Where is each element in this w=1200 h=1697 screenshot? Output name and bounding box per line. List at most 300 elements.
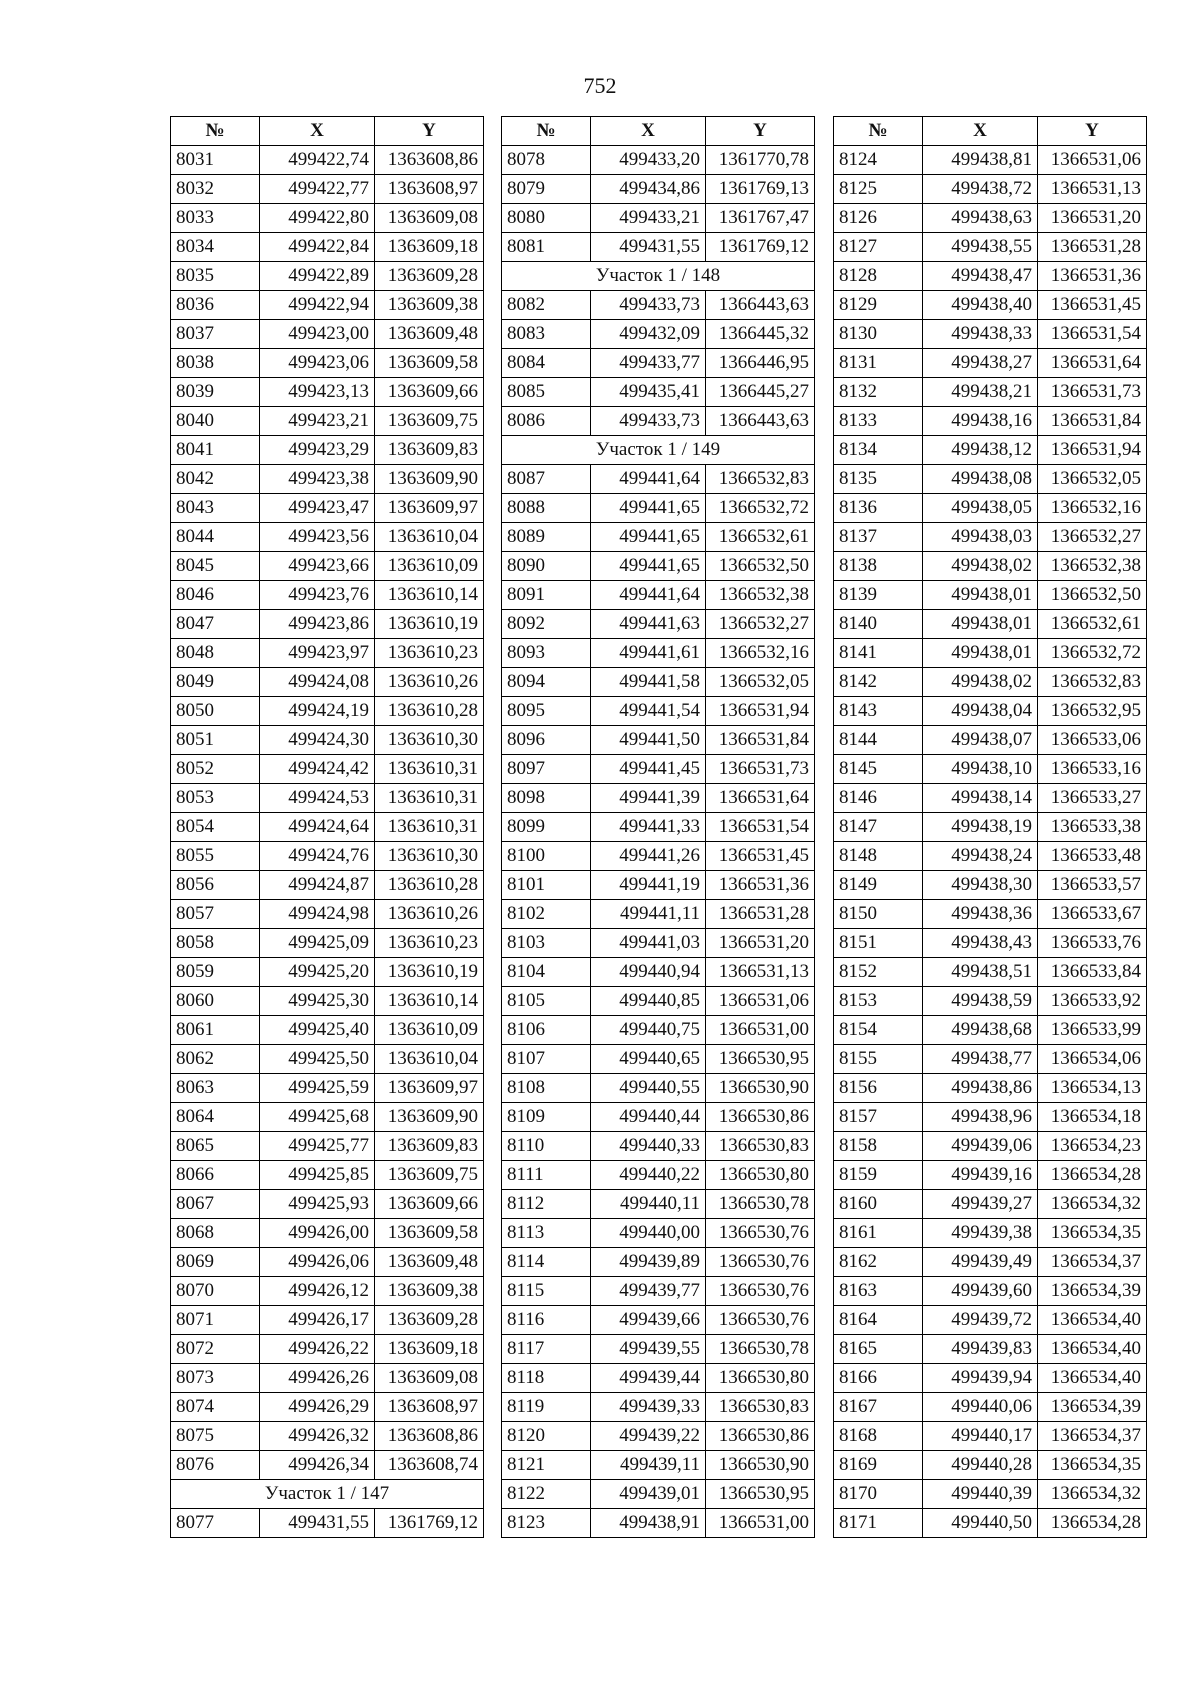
table-row: [834, 1277, 1147, 1306]
point-number-cell: 8162: [834, 1248, 923, 1277]
table-row: [502, 552, 815, 581]
table-row: [834, 755, 1147, 784]
table-row: [502, 204, 815, 233]
y-coordinate-cell: 1366532,50: [706, 552, 815, 581]
x-coordinate-cell: 499438,63: [923, 204, 1038, 233]
x-coordinate-cell: 499439,94: [923, 1364, 1038, 1393]
x-coordinate-cell: 499425,20: [260, 958, 375, 987]
y-coordinate-cell: 1366445,27: [706, 378, 815, 407]
x-coordinate-cell: 499441,61: [591, 639, 706, 668]
table-row: [502, 726, 815, 755]
y-coordinate-cell: 1366533,99: [1038, 1016, 1147, 1045]
header-y: Y: [375, 117, 484, 146]
table-row: [834, 146, 1147, 175]
table-header-row: [502, 117, 815, 146]
y-coordinate-cell: 1363610,31: [375, 813, 484, 842]
y-coordinate-cell: 1366531,73: [1038, 378, 1147, 407]
point-number-cell: 8094: [502, 668, 591, 697]
y-coordinate-cell: 1363609,66: [375, 1190, 484, 1219]
point-number-cell: 8043: [171, 494, 260, 523]
point-number-cell: 8131: [834, 349, 923, 378]
y-coordinate-cell: 1366531,00: [706, 1509, 815, 1538]
point-number-cell: 8082: [502, 291, 591, 320]
table-row: [502, 784, 815, 813]
x-coordinate-cell: 499423,13: [260, 378, 375, 407]
table-row: [502, 175, 815, 204]
table-row: [834, 349, 1147, 378]
y-coordinate-cell: 1366530,76: [706, 1219, 815, 1248]
y-coordinate-cell: 1363610,09: [375, 552, 484, 581]
table-row: [834, 204, 1147, 233]
section-label: Участок 1 / 148: [502, 262, 815, 291]
y-coordinate-cell: 1366530,83: [706, 1393, 815, 1422]
table-row: [502, 1190, 815, 1219]
y-coordinate-cell: 1366533,38: [1038, 813, 1147, 842]
x-coordinate-cell: 499440,50: [923, 1509, 1038, 1538]
y-coordinate-cell: 1366534,39: [1038, 1277, 1147, 1306]
x-coordinate-cell: 499423,76: [260, 581, 375, 610]
section-row: [171, 1480, 484, 1509]
point-number-cell: 8080: [502, 204, 591, 233]
x-coordinate-cell: 499424,42: [260, 755, 375, 784]
point-number-cell: 8033: [171, 204, 260, 233]
x-coordinate-cell: 499433,21: [591, 204, 706, 233]
table-row: [171, 1277, 484, 1306]
point-number-cell: 8163: [834, 1277, 923, 1306]
x-coordinate-cell: 499425,85: [260, 1161, 375, 1190]
point-number-cell: 8100: [502, 842, 591, 871]
table-row: [834, 436, 1147, 465]
point-number-cell: 8156: [834, 1074, 923, 1103]
y-coordinate-cell: 1361769,12: [375, 1509, 484, 1538]
y-coordinate-cell: 1366532,61: [1038, 610, 1147, 639]
table-row: [502, 958, 815, 987]
table-row: [171, 1306, 484, 1335]
table-row: [834, 552, 1147, 581]
table-row: [502, 813, 815, 842]
point-number-cell: 8085: [502, 378, 591, 407]
point-number-cell: 8058: [171, 929, 260, 958]
table-row: [502, 494, 815, 523]
x-coordinate-cell: 499423,86: [260, 610, 375, 639]
point-number-cell: 8101: [502, 871, 591, 900]
y-coordinate-cell: 1366530,86: [706, 1103, 815, 1132]
y-coordinate-cell: 1366534,35: [1038, 1219, 1147, 1248]
x-coordinate-cell: 499424,30: [260, 726, 375, 755]
y-coordinate-cell: 1363609,48: [375, 320, 484, 349]
y-coordinate-cell: 1366531,64: [706, 784, 815, 813]
table-row: [171, 262, 484, 291]
x-coordinate-cell: 499438,86: [923, 1074, 1038, 1103]
x-coordinate-cell: 499438,19: [923, 813, 1038, 842]
table-row: [834, 1190, 1147, 1219]
table-row: [171, 1190, 484, 1219]
x-coordinate-cell: 499425,40: [260, 1016, 375, 1045]
table-row: [502, 871, 815, 900]
point-number-cell: 8070: [171, 1277, 260, 1306]
x-coordinate-cell: 499440,39: [923, 1480, 1038, 1509]
y-coordinate-cell: 1363609,66: [375, 378, 484, 407]
header-number: №: [502, 117, 591, 146]
page-number: 752: [583, 73, 617, 98]
x-coordinate-cell: 499438,03: [923, 523, 1038, 552]
x-coordinate-cell: 499440,65: [591, 1045, 706, 1074]
table-row: [834, 1480, 1147, 1509]
y-coordinate-cell: 1363610,30: [375, 842, 484, 871]
point-number-cell: 8065: [171, 1132, 260, 1161]
x-coordinate-cell: 499424,53: [260, 784, 375, 813]
y-coordinate-cell: 1366533,92: [1038, 987, 1147, 1016]
table-row: [834, 494, 1147, 523]
x-coordinate-cell: 499425,93: [260, 1190, 375, 1219]
table-row: [502, 349, 815, 378]
table-row: [834, 1074, 1147, 1103]
table-row: [502, 1451, 815, 1480]
table-row: [834, 407, 1147, 436]
y-coordinate-cell: 1366530,90: [706, 1451, 815, 1480]
point-number-cell: 8166: [834, 1364, 923, 1393]
table-row: [834, 1132, 1147, 1161]
table-row: [171, 1509, 484, 1538]
table-header-row: [834, 117, 1147, 146]
x-coordinate-cell: 499438,77: [923, 1045, 1038, 1074]
y-coordinate-cell: 1363609,48: [375, 1248, 484, 1277]
point-number-cell: 8057: [171, 900, 260, 929]
x-coordinate-cell: 499441,03: [591, 929, 706, 958]
point-number-cell: 8114: [502, 1248, 591, 1277]
point-number-cell: 8097: [502, 755, 591, 784]
point-number-cell: 8160: [834, 1190, 923, 1219]
x-coordinate-cell: 499422,77: [260, 175, 375, 204]
y-coordinate-cell: 1366530,95: [706, 1045, 815, 1074]
y-coordinate-cell: 1366530,78: [706, 1335, 815, 1364]
table-row: [502, 755, 815, 784]
table-row: [502, 378, 815, 407]
y-coordinate-cell: 1366531,84: [706, 726, 815, 755]
point-number-cell: 8158: [834, 1132, 923, 1161]
point-number-cell: 8123: [502, 1509, 591, 1538]
point-number-cell: 8145: [834, 755, 923, 784]
table-row: [502, 1132, 815, 1161]
point-number-cell: 8086: [502, 407, 591, 436]
x-coordinate-cell: 499441,65: [591, 523, 706, 552]
section-label: Участок 1 / 149: [502, 436, 815, 465]
table-row: [834, 1451, 1147, 1480]
x-coordinate-cell: 499440,85: [591, 987, 706, 1016]
x-coordinate-cell: 499438,27: [923, 349, 1038, 378]
header-x: X: [260, 117, 375, 146]
y-coordinate-cell: 1366530,76: [706, 1248, 815, 1277]
point-number-cell: 8135: [834, 465, 923, 494]
y-coordinate-cell: 1366531,28: [706, 900, 815, 929]
x-coordinate-cell: 499424,76: [260, 842, 375, 871]
point-number-cell: 8148: [834, 842, 923, 871]
x-coordinate-cell: 499426,34: [260, 1451, 375, 1480]
point-number-cell: 8075: [171, 1422, 260, 1451]
x-coordinate-cell: 499439,06: [923, 1132, 1038, 1161]
table-row: [834, 233, 1147, 262]
y-coordinate-cell: 1363610,09: [375, 1016, 484, 1045]
y-coordinate-cell: 1366533,67: [1038, 900, 1147, 929]
x-coordinate-cell: 499440,28: [923, 1451, 1038, 1480]
point-number-cell: 8036: [171, 291, 260, 320]
y-coordinate-cell: 1366532,27: [1038, 523, 1147, 552]
x-coordinate-cell: 499438,36: [923, 900, 1038, 929]
x-coordinate-cell: 499423,38: [260, 465, 375, 494]
y-coordinate-cell: 1363609,83: [375, 1132, 484, 1161]
y-coordinate-cell: 1363610,28: [375, 697, 484, 726]
section-row: [502, 436, 815, 465]
point-number-cell: 8165: [834, 1335, 923, 1364]
y-coordinate-cell: 1366534,39: [1038, 1393, 1147, 1422]
table-row: [502, 1074, 815, 1103]
y-coordinate-cell: 1363608,86: [375, 146, 484, 175]
x-coordinate-cell: 499426,22: [260, 1335, 375, 1364]
section-label: Участок 1 / 147: [171, 1480, 484, 1509]
y-coordinate-cell: 1366531,28: [1038, 233, 1147, 262]
x-coordinate-cell: 499439,44: [591, 1364, 706, 1393]
y-coordinate-cell: 1363609,38: [375, 1277, 484, 1306]
x-coordinate-cell: 499438,21: [923, 378, 1038, 407]
x-coordinate-cell: 499439,60: [923, 1277, 1038, 1306]
table-row: [171, 726, 484, 755]
table-row: [171, 494, 484, 523]
y-coordinate-cell: 1363610,04: [375, 523, 484, 552]
point-number-cell: 8063: [171, 1074, 260, 1103]
y-coordinate-cell: 1366531,94: [1038, 436, 1147, 465]
x-coordinate-cell: 499439,72: [923, 1306, 1038, 1335]
y-coordinate-cell: 1366531,20: [706, 929, 815, 958]
table-row: [171, 146, 484, 175]
point-number-cell: 8044: [171, 523, 260, 552]
point-number-cell: 8081: [502, 233, 591, 262]
point-number-cell: 8039: [171, 378, 260, 407]
x-coordinate-cell: 499438,72: [923, 175, 1038, 204]
point-number-cell: 8157: [834, 1103, 923, 1132]
point-number-cell: 8152: [834, 958, 923, 987]
table-row: [171, 552, 484, 581]
point-number-cell: 8124: [834, 146, 923, 175]
table-row: [171, 1364, 484, 1393]
point-number-cell: 8159: [834, 1161, 923, 1190]
x-coordinate-cell: 499439,49: [923, 1248, 1038, 1277]
y-coordinate-cell: 1366530,80: [706, 1161, 815, 1190]
table-row: [834, 320, 1147, 349]
x-coordinate-cell: 499423,29: [260, 436, 375, 465]
y-coordinate-cell: 1363610,26: [375, 668, 484, 697]
x-coordinate-cell: 499438,91: [591, 1509, 706, 1538]
table-row: [502, 697, 815, 726]
y-coordinate-cell: 1366532,72: [1038, 639, 1147, 668]
point-number-cell: 8051: [171, 726, 260, 755]
table-row: [171, 958, 484, 987]
point-number-cell: 8054: [171, 813, 260, 842]
point-number-cell: 8103: [502, 929, 591, 958]
x-coordinate-cell: 499425,68: [260, 1103, 375, 1132]
point-number-cell: 8084: [502, 349, 591, 378]
y-coordinate-cell: 1366445,32: [706, 320, 815, 349]
x-coordinate-cell: 499440,22: [591, 1161, 706, 1190]
point-number-cell: 8035: [171, 262, 260, 291]
x-coordinate-cell: 499441,19: [591, 871, 706, 900]
table-row: [834, 842, 1147, 871]
point-number-cell: 8129: [834, 291, 923, 320]
y-coordinate-cell: 1366531,06: [706, 987, 815, 1016]
table-row: [502, 1509, 815, 1538]
point-number-cell: 8112: [502, 1190, 591, 1219]
x-coordinate-cell: 499423,21: [260, 407, 375, 436]
y-coordinate-cell: 1361769,12: [706, 233, 815, 262]
table-row: [171, 204, 484, 233]
table-row: [834, 378, 1147, 407]
table-row: [502, 1045, 815, 1074]
table-row: [171, 1074, 484, 1103]
y-coordinate-cell: 1361769,13: [706, 175, 815, 204]
x-coordinate-cell: 499439,33: [591, 1393, 706, 1422]
point-number-cell: 8155: [834, 1045, 923, 1074]
y-coordinate-cell: 1363609,28: [375, 1306, 484, 1335]
y-coordinate-cell: 1363608,86: [375, 1422, 484, 1451]
table-row: [171, 1016, 484, 1045]
point-number-cell: 8150: [834, 900, 923, 929]
y-coordinate-cell: 1363610,04: [375, 1045, 484, 1074]
y-coordinate-cell: 1366443,63: [706, 291, 815, 320]
table-row: [171, 1103, 484, 1132]
y-coordinate-cell: 1366531,20: [1038, 204, 1147, 233]
point-number-cell: 8095: [502, 697, 591, 726]
x-coordinate-cell: 499438,01: [923, 610, 1038, 639]
x-coordinate-cell: 499440,17: [923, 1422, 1038, 1451]
y-coordinate-cell: 1366533,76: [1038, 929, 1147, 958]
y-coordinate-cell: 1366531,00: [706, 1016, 815, 1045]
header-y: Y: [706, 117, 815, 146]
x-coordinate-cell: 499438,40: [923, 291, 1038, 320]
y-coordinate-cell: 1366531,54: [706, 813, 815, 842]
table-row: [171, 436, 484, 465]
y-coordinate-cell: 1366533,06: [1038, 726, 1147, 755]
x-coordinate-cell: 499441,54: [591, 697, 706, 726]
table-row: [834, 1306, 1147, 1335]
y-coordinate-cell: 1366533,84: [1038, 958, 1147, 987]
section-row: [502, 262, 815, 291]
table-row: [502, 1277, 815, 1306]
x-coordinate-cell: 499440,55: [591, 1074, 706, 1103]
point-number-cell: 8115: [502, 1277, 591, 1306]
point-number-cell: 8137: [834, 523, 923, 552]
y-coordinate-cell: 1366530,78: [706, 1190, 815, 1219]
table-row: [171, 987, 484, 1016]
point-number-cell: 8139: [834, 581, 923, 610]
y-coordinate-cell: 1366534,18: [1038, 1103, 1147, 1132]
point-number-cell: 8052: [171, 755, 260, 784]
x-coordinate-cell: 499435,41: [591, 378, 706, 407]
table-row: [502, 1422, 815, 1451]
header-y: Y: [1038, 117, 1147, 146]
point-number-cell: 8134: [834, 436, 923, 465]
point-number-cell: 8169: [834, 1451, 923, 1480]
y-coordinate-cell: 1366534,37: [1038, 1248, 1147, 1277]
table-row: [834, 1016, 1147, 1045]
y-coordinate-cell: 1363608,97: [375, 1393, 484, 1422]
point-number-cell: 8117: [502, 1335, 591, 1364]
y-coordinate-cell: 1366533,27: [1038, 784, 1147, 813]
point-number-cell: 8141: [834, 639, 923, 668]
table-row: [502, 1103, 815, 1132]
x-coordinate-cell: 499438,59: [923, 987, 1038, 1016]
x-coordinate-cell: 499433,77: [591, 349, 706, 378]
y-coordinate-cell: 1363610,14: [375, 987, 484, 1016]
point-number-cell: 8106: [502, 1016, 591, 1045]
y-coordinate-cell: 1366534,28: [1038, 1161, 1147, 1190]
x-coordinate-cell: 499433,73: [591, 407, 706, 436]
coordinate-table-1: [170, 116, 484, 1538]
y-coordinate-cell: 1366531,84: [1038, 407, 1147, 436]
x-coordinate-cell: 499438,43: [923, 929, 1038, 958]
x-coordinate-cell: 499423,66: [260, 552, 375, 581]
y-coordinate-cell: 1363610,26: [375, 900, 484, 929]
table-row: [834, 726, 1147, 755]
point-number-cell: 8079: [502, 175, 591, 204]
point-number-cell: 8091: [502, 581, 591, 610]
point-number-cell: 8170: [834, 1480, 923, 1509]
table-row: [834, 639, 1147, 668]
table-row: [502, 900, 815, 929]
y-coordinate-cell: 1366532,61: [706, 523, 815, 552]
table-row: [834, 813, 1147, 842]
y-coordinate-cell: 1363610,31: [375, 755, 484, 784]
point-number-cell: 8164: [834, 1306, 923, 1335]
y-coordinate-cell: 1363609,97: [375, 494, 484, 523]
x-coordinate-cell: 499422,80: [260, 204, 375, 233]
point-number-cell: 8153: [834, 987, 923, 1016]
coordinate-table-2: [501, 116, 815, 1538]
y-coordinate-cell: 1366530,76: [706, 1306, 815, 1335]
y-coordinate-cell: 1366531,06: [1038, 146, 1147, 175]
x-coordinate-cell: 499441,39: [591, 784, 706, 813]
x-coordinate-cell: 499440,94: [591, 958, 706, 987]
x-coordinate-cell: 499439,27: [923, 1190, 1038, 1219]
y-coordinate-cell: 1366534,40: [1038, 1306, 1147, 1335]
x-coordinate-cell: 499425,50: [260, 1045, 375, 1074]
y-coordinate-cell: 1366534,37: [1038, 1422, 1147, 1451]
x-coordinate-cell: 499424,19: [260, 697, 375, 726]
y-coordinate-cell: 1363609,75: [375, 1161, 484, 1190]
x-coordinate-cell: 499438,02: [923, 552, 1038, 581]
table-row: [171, 1335, 484, 1364]
point-number-cell: 8143: [834, 697, 923, 726]
point-number-cell: 8151: [834, 929, 923, 958]
x-coordinate-cell: 499422,74: [260, 146, 375, 175]
table-row: [834, 465, 1147, 494]
x-coordinate-cell: 499425,77: [260, 1132, 375, 1161]
table-row: [171, 349, 484, 378]
header-number: №: [834, 117, 923, 146]
table-row: [502, 668, 815, 697]
table-row: [834, 262, 1147, 291]
table-row: [502, 291, 815, 320]
y-coordinate-cell: 1366530,83: [706, 1132, 815, 1161]
x-coordinate-cell: 499441,65: [591, 494, 706, 523]
table-row: [171, 1393, 484, 1422]
x-coordinate-cell: 499441,50: [591, 726, 706, 755]
point-number-cell: 8056: [171, 871, 260, 900]
x-coordinate-cell: 499440,06: [923, 1393, 1038, 1422]
table-row: [171, 813, 484, 842]
point-number-cell: 8088: [502, 494, 591, 523]
point-number-cell: 8136: [834, 494, 923, 523]
point-number-cell: 8093: [502, 639, 591, 668]
x-coordinate-cell: 499424,64: [260, 813, 375, 842]
